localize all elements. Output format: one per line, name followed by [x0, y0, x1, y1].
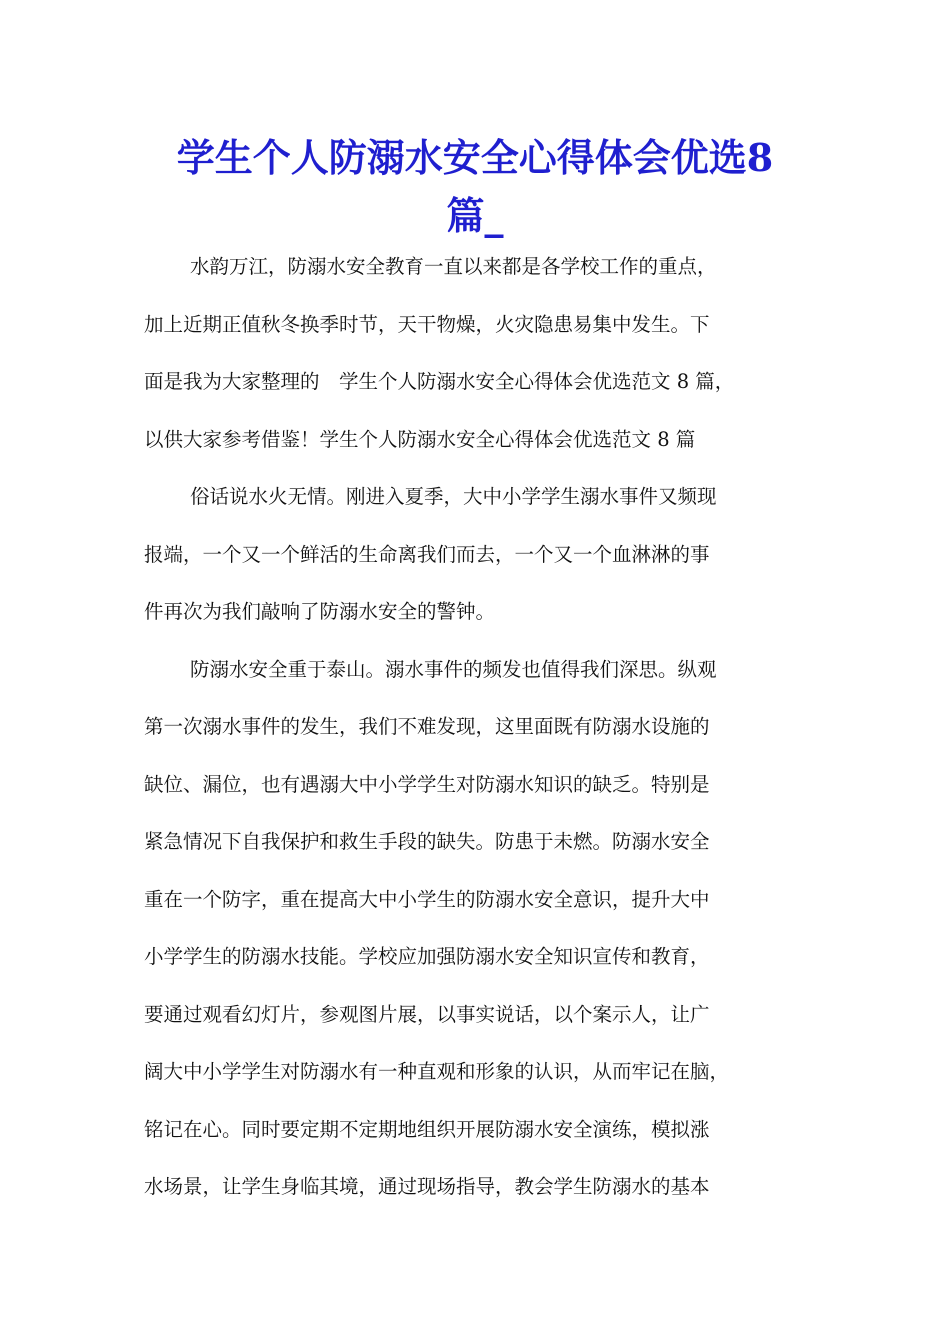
- paragraph-line: 小学学生的防溺水技能。学校应加强防溺水安全知识宣传和教育，: [144, 945, 710, 968]
- paragraph-line: 缺位、漏位，也有遇溺大中小学学生对防溺水知识的缺乏。特别是: [144, 772, 710, 796]
- title-line-1: 学生个人防溺水安全心得体会优选8: [176, 135, 774, 180]
- paragraph-line: 阔大中小学学生对防溺水有一种直观和形象的认识，从而牢记在脑，: [144, 1060, 730, 1083]
- paragraph-line: 水韵万江，防溺水安全教育一直以来都是各学校工作的重点，: [190, 255, 717, 278]
- paragraph-line: 面是我为大家整理的 学生个人防溺水安全心得体会优选范文 8 篇，: [144, 370, 735, 393]
- paragraph-line: 铭记在心。同时要定期不定期地组织开展防溺水安全演练，模拟涨: [144, 1117, 710, 1141]
- paragraph-line: 防溺水安全重于泰山。溺水事件的频发也值得我们深思。纵观: [190, 657, 717, 681]
- paragraph-line: 要通过观看幻灯片，参观图片展，以事实说话，以个案示人，让广: [144, 1002, 710, 1026]
- title-line-2: 篇_: [446, 192, 504, 238]
- paragraph-1: [144, 238, 824, 468]
- paragraph-line: 水场景，让学生身临其境，通过现场指导，教会学生防溺水的基本: [144, 1175, 710, 1198]
- paragraph-line: 以供大家参考借鉴！学生个人防溺水安全心得体会优选范文 8 篇: [144, 427, 696, 451]
- document-title: [140, 128, 810, 243]
- paragraph-line: 俗话说水火无情。刚进入夏季，大中小学学生溺水事件又频现: [190, 485, 717, 508]
- paragraph-line: 紧急情况下自我保护和救生手段的缺失。防患于未燃。防溺水安全: [144, 830, 710, 853]
- paragraph-line: 加上近期正值秋冬换季时节，天干物燥，火灾隐患易集中发生。下: [144, 312, 710, 336]
- paragraph-line: 件再次为我们敲响了防溺水安全的警钟。: [144, 600, 496, 623]
- paragraph-3: [144, 641, 824, 1216]
- document-body: [144, 238, 824, 1216]
- paragraph-line: 重在一个防字，重在提高大中小学生的防溺水安全意识，提升大中: [144, 887, 710, 911]
- paragraph-2: [144, 468, 824, 641]
- paragraph-line: 报端，一个又一个鲜活的生命离我们而去，一个又一个血淋淋的事: [144, 542, 710, 566]
- paragraph-line: 第一次溺水事件的发生，我们不难发现，这里面既有防溺水设施的: [144, 715, 710, 738]
